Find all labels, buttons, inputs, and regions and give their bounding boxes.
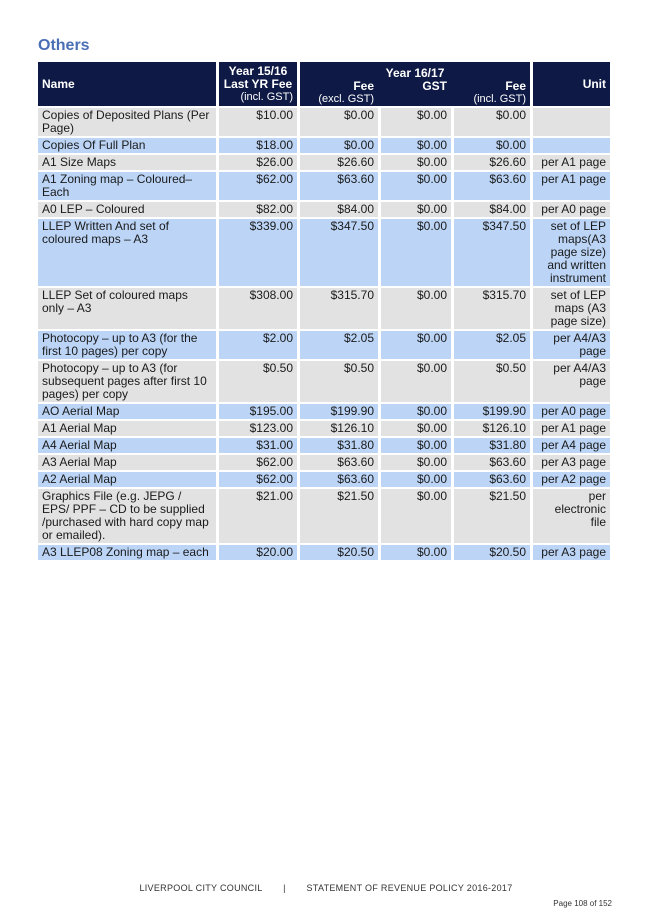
table-row	[38, 472, 610, 487]
table-row	[38, 202, 610, 217]
table-body	[38, 108, 610, 560]
cell-gst: $0.00	[381, 404, 451, 419]
col-fee-incl-header	[451, 80, 530, 106]
cell-gst: $0.00	[381, 361, 451, 402]
table-row	[38, 438, 610, 453]
cell-gst: $0.00	[381, 138, 451, 153]
cell-name: Graphics File (e.g. JEPG / EPS/ PPF – CD to be supplied /purchased with hard copy map or emailed).	[38, 489, 216, 543]
cell-fee-incl: $26.60	[454, 155, 530, 170]
excl-gst-label: (excl. GST)	[318, 93, 374, 105]
fee-label: Fee	[353, 79, 374, 93]
cell-name: A1 Aerial Map	[38, 421, 216, 436]
cell-gst: $0.00	[381, 202, 451, 217]
table-row	[38, 489, 610, 543]
cell-name: A2 Aerial Map	[38, 472, 216, 487]
col-last-yr-fee-header	[219, 62, 297, 106]
cell-name: A1 Size Maps	[38, 155, 216, 170]
cell-unit: per A1 page	[533, 421, 610, 436]
cell-unit: per A1 page	[533, 155, 610, 170]
cell-fee-incl: $20.50	[454, 545, 530, 560]
cell-unit: per A4/A3 page	[533, 331, 610, 359]
cell-last-yr-fee: $10.00	[219, 108, 297, 136]
incl-gst-label: (incl. GST)	[240, 91, 293, 103]
cell-fee-excl: $2.05	[300, 331, 378, 359]
col-fee-header	[300, 80, 378, 106]
last-yr-fee-label: Last YR Fee	[223, 77, 293, 91]
cell-gst: $0.00	[381, 108, 451, 136]
cell-name: Photocopy – up to A3 (for subsequent pages after first 10 pages) per copy	[38, 361, 216, 402]
cell-last-yr-fee: $26.00	[219, 155, 297, 170]
cell-last-yr-fee: $18.00	[219, 138, 297, 153]
cell-fee-excl: $63.60	[300, 455, 378, 470]
cell-fee-incl: $0.50	[454, 361, 530, 402]
cell-gst: $0.00	[381, 421, 451, 436]
col-name-header: Name	[38, 62, 216, 106]
footer-doc-title: STATEMENT OF REVENUE POLICY 2016-2017	[306, 883, 513, 893]
cell-fee-excl: $347.50	[300, 219, 378, 286]
cell-fee-excl: $63.60	[300, 172, 378, 200]
cell-fee-incl: $0.00	[454, 108, 530, 136]
cell-last-yr-fee: $31.00	[219, 438, 297, 453]
cell-fee-incl: $31.80	[454, 438, 530, 453]
cell-name: Photocopy – up to A3 (for the first 10 pages) per copy	[38, 331, 216, 359]
table-row	[38, 138, 610, 153]
group-1617-header	[300, 62, 530, 106]
cell-last-yr-fee: $2.00	[219, 331, 297, 359]
footer	[0, 883, 652, 893]
table-row	[38, 545, 610, 560]
cell-fee-excl: $315.70	[300, 288, 378, 329]
cell-last-yr-fee: $195.00	[219, 404, 297, 419]
cell-last-yr-fee: $21.00	[219, 489, 297, 543]
table-row	[38, 172, 610, 200]
footer-org: LIVERPOOL CITY COUNCIL	[139, 883, 263, 893]
cell-name: A3 LLEP08 Zoning map – each	[38, 545, 216, 560]
cell-unit: per A3 page	[533, 545, 610, 560]
cell-gst: $0.00	[381, 219, 451, 286]
cell-last-yr-fee: $308.00	[219, 288, 297, 329]
cell-fee-excl: $0.50	[300, 361, 378, 402]
cell-fee-excl: $20.50	[300, 545, 378, 560]
group-1617-label: Year 16/17	[385, 66, 445, 80]
cell-fee-excl: $84.00	[300, 202, 378, 217]
fee-incl-label: Fee	[505, 79, 527, 93]
cell-fee-excl: $0.00	[300, 138, 378, 153]
cell-name: Copies Of Full Plan	[38, 138, 216, 153]
cell-name: AO Aerial Map	[38, 404, 216, 419]
cell-fee-incl: $21.50	[454, 489, 530, 543]
table-row	[38, 455, 610, 470]
cell-last-yr-fee: $62.00	[219, 472, 297, 487]
cell-last-yr-fee: $82.00	[219, 202, 297, 217]
table-row	[38, 361, 610, 402]
cell-unit: per electronic file	[533, 489, 610, 543]
cell-fee-excl: $126.10	[300, 421, 378, 436]
fees-table	[35, 60, 613, 562]
col-gst-header	[378, 80, 451, 106]
cell-unit: per A2 page	[533, 472, 610, 487]
cell-unit: set of LEP maps (A3 page size)	[533, 288, 610, 329]
cell-fee-excl: $199.90	[300, 404, 378, 419]
cell-fee-incl: $84.00	[454, 202, 530, 217]
cell-fee-incl: $63.60	[454, 472, 530, 487]
cell-fee-incl: $199.90	[454, 404, 530, 419]
cell-name: LLEP Written And set of coloured maps – A3	[38, 219, 216, 286]
cell-fee-excl: $26.60	[300, 155, 378, 170]
cell-fee-incl: $315.70	[454, 288, 530, 329]
col-unit-header: Unit	[533, 62, 610, 106]
cell-fee-incl: $63.60	[454, 455, 530, 470]
cell-name: A3 Aerial Map	[38, 455, 216, 470]
cell-gst: $0.00	[381, 438, 451, 453]
table-row	[38, 421, 610, 436]
table-row	[38, 404, 610, 419]
cell-unit: set of LEP maps(A3 page size) and written instrument	[533, 219, 610, 286]
cell-gst: $0.00	[381, 331, 451, 359]
cell-gst: $0.00	[381, 472, 451, 487]
cell-unit: per A4/A3 page	[533, 361, 610, 402]
cell-last-yr-fee: $20.00	[219, 545, 297, 560]
cell-fee-excl: $21.50	[300, 489, 378, 543]
cell-unit: per A0 page	[533, 404, 610, 419]
cell-last-yr-fee: $0.50	[219, 361, 297, 402]
cell-gst: $0.00	[381, 288, 451, 329]
cell-last-yr-fee: $339.00	[219, 219, 297, 286]
table-row	[38, 331, 610, 359]
cell-fee-incl: $2.05	[454, 331, 530, 359]
cell-gst: $0.00	[381, 172, 451, 200]
cell-fee-incl: $126.10	[454, 421, 530, 436]
cell-fee-excl: $31.80	[300, 438, 378, 453]
cell-unit: per A3 page	[533, 455, 610, 470]
cell-fee-excl: $63.60	[300, 472, 378, 487]
footer-separator: |	[283, 883, 286, 893]
cell-name: A4 Aerial Map	[38, 438, 216, 453]
table-header	[38, 62, 610, 106]
incl-gst-label-2: (incl. GST)	[473, 93, 527, 105]
cell-fee-excl: $0.00	[300, 108, 378, 136]
cell-last-yr-fee: $62.00	[219, 455, 297, 470]
table-row	[38, 155, 610, 170]
cell-fee-incl: $0.00	[454, 138, 530, 153]
cell-unit	[533, 138, 610, 153]
cell-name: A1 Zoning map – Coloured– Each	[38, 172, 216, 200]
cell-unit	[533, 108, 610, 136]
cell-fee-incl: $63.60	[454, 172, 530, 200]
cell-name: Copies of Deposited Plans (Per Page)	[38, 108, 216, 136]
page-number: Page 108 of 152	[553, 899, 612, 908]
cell-last-yr-fee: $123.00	[219, 421, 297, 436]
cell-gst: $0.00	[381, 489, 451, 543]
cell-fee-incl: $347.50	[454, 219, 530, 286]
cell-name: LLEP Set of coloured maps only – A3	[38, 288, 216, 329]
cell-gst: $0.00	[381, 155, 451, 170]
table-row	[38, 219, 610, 286]
cell-unit: per A1 page	[533, 172, 610, 200]
cell-unit: per A4 page	[533, 438, 610, 453]
gst-label: GST	[422, 79, 447, 93]
section-title: Others	[38, 37, 90, 54]
table-row	[38, 288, 610, 329]
group-1516-label: Year 15/16	[228, 64, 288, 78]
cell-unit: per A0 page	[533, 202, 610, 217]
cell-name: A0 LEP – Coloured	[38, 202, 216, 217]
cell-gst: $0.00	[381, 455, 451, 470]
cell-last-yr-fee: $62.00	[219, 172, 297, 200]
cell-gst: $0.00	[381, 545, 451, 560]
table-row	[38, 108, 610, 136]
